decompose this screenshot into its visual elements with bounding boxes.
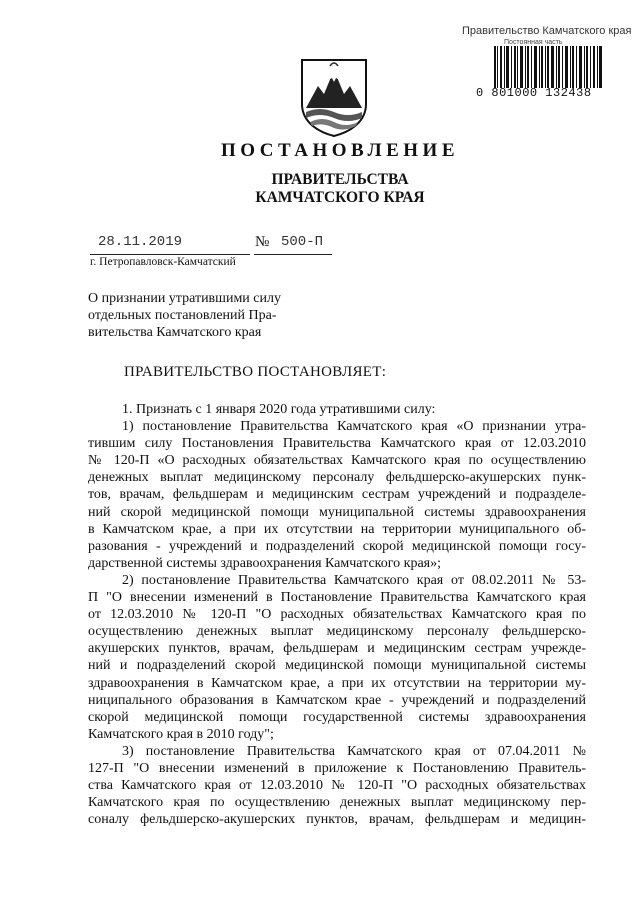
body-line: 127-П "О внесении изменений в приложение к Постановлению Правитель- [88,760,586,776]
document-date: 28.11.2019 [98,234,183,250]
body-line: денежных выплат медицинскому персоналу фельдшерско-акушерских пунк- [88,470,586,486]
body-line: дарственной системы здравоохранения Камчатского края»; [88,555,441,571]
body-line: 1. Признать с 1 января 2020 года утратившими силу: [122,402,436,417]
subject-line: О признании утратившими силу [88,291,281,306]
body-line: скорой медицинской помощи государственной системы здравоохранения [88,709,586,725]
decree-heading: ПРАВИТЕЛЬСТВО ПОСТАНОВЛЯЕТ: [124,364,387,380]
body-line: от 12.03.2010 № 120-П "О расходных обязательствах Камчатского края по [88,607,586,623]
body-line: тов, врачам, фельдшерам и медицинским сестрам учреждений и подразделе- [88,487,586,503]
body-line: 2) постановление Правительства Камчатского края от 08.02.2011 № 53- [122,572,586,588]
body-line: П "О внесении изменений в Постановление Правительства Камчатского края [88,590,586,606]
number-sign: № [255,234,270,250]
body-line: ний и подразделений скорой медицинской помощи муниципальной системы [88,658,586,674]
barcode [494,46,602,88]
body-line: в Камчатском крае, а при их отсутствии на территории муниципального об- [88,521,586,537]
body-line: Камчатского края в 2010 году"; [88,726,274,742]
barcode-number: 0 801000 132438 [476,86,592,100]
document-number: 500-П [281,234,324,250]
body-line: ний скорой медицинской помощи муниципальной системы здравоохранения [88,504,586,520]
body-line: ства Камчатского края от 12.03.2010 № 120-П "О расходных обязательствах [88,778,586,794]
body-line: № 120-П «О расходных обязательствах Камчатского края по осуществлению [88,453,586,469]
body-line: 3) постановление Правительства Камчатского края от 07.04.2011 № [122,743,586,759]
document-subject [88,290,318,341]
stamp-sub: Постоянная часть [504,39,563,46]
body-line: акушерских пунктов, врачам, фельдшерам и медицинским сестрам учрежде- [88,641,586,657]
number-underline [254,254,332,255]
document-type: ПОСТАНОВЛЕНИЕ [220,140,460,161]
date-underline [90,254,250,255]
subject-line: отдельных постановлений Пра- [88,308,277,323]
body-line: ниципального образования в Камчатском крае - учреждений и подразделений [88,692,586,708]
body-line: тившим силу Постановления Правительства Камчатского края от 12.03.2010 [88,436,586,452]
government-line-1: ПРАВИТЕЛЬСТВА [271,171,409,188]
city: г. Петропавловск-Камчатский [90,256,236,268]
body-line: соналу фельдшерско-акушерских пунктов, врачам, фельдшерам и медицин- [88,812,586,828]
body-line: Камчатского края по осуществлению денежных выплат медицинскому пер- [88,795,586,811]
subject-line: вительства Камчатского края [88,325,262,340]
body-line: осуществлению денежных выплат медицинскому персоналу фельдшерско- [88,624,586,640]
body-line: здравоохранения в Камчатском крае, а при их отсутствии на территории му- [88,675,586,691]
government-line-2: КАМЧАТСКОГО КРАЯ [255,189,425,206]
body-line: 1) постановление Правительства Камчатского края «О признании утра- [122,419,586,435]
document-body [88,401,586,828]
body-line: разования - учреждений и подразделений скорой медицинской помощи госу- [88,538,586,554]
stamp-org: Правительство Камчатского края [462,25,632,37]
kamchatka-emblem-icon [298,56,370,138]
